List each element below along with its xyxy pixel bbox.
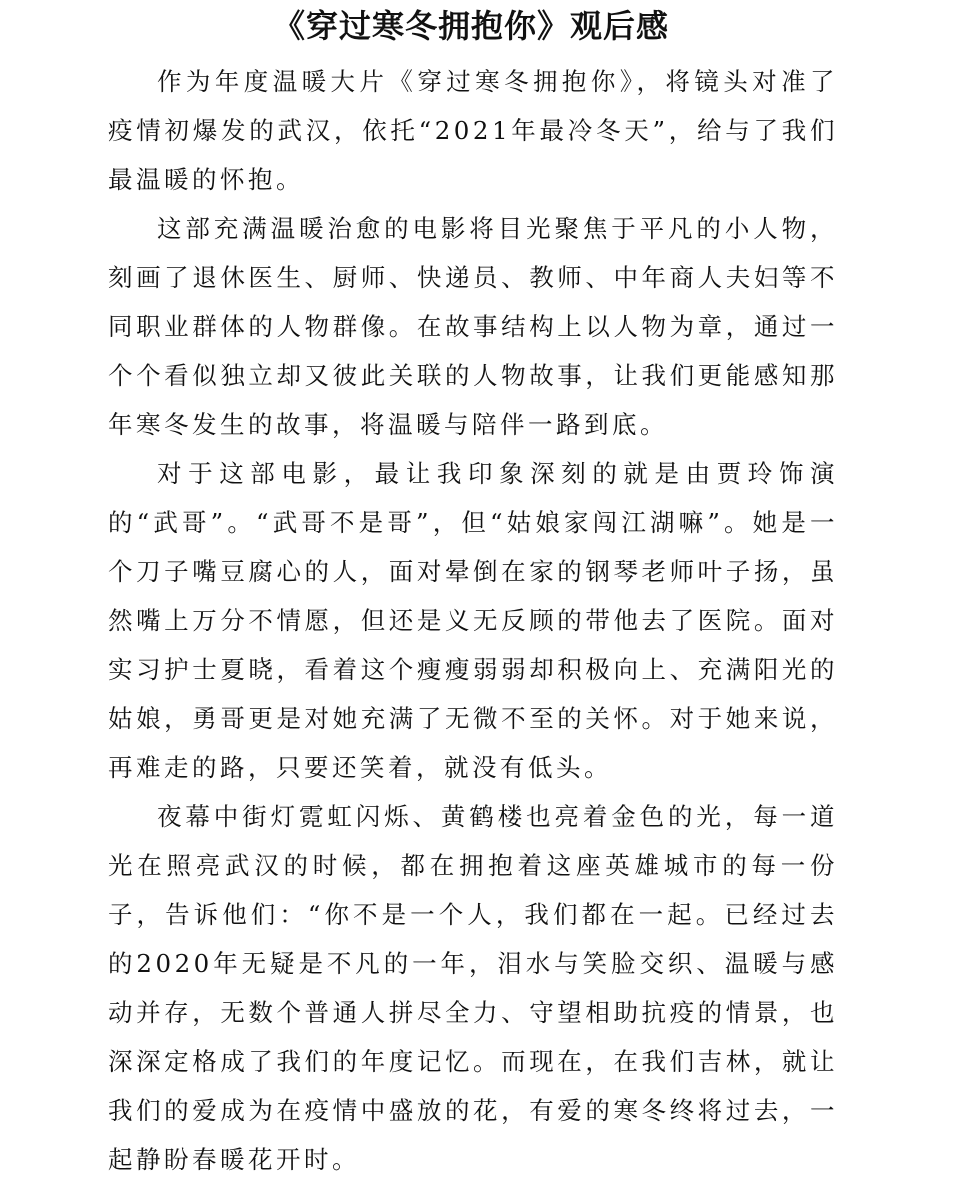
document-page <box>108 0 838 1184</box>
document-title: 《穿过寒冬拥抱你》观后感 <box>272 7 669 45</box>
paragraph-2: 这部充满温暖治愈的电影将目光聚焦于平凡的小人物，刻画了退休医生、厨师、快递员、教师、中年商人夫妇等不同职业群体的人物群像。在故事结构上以人物为章，通过一个个看似独立却又彼此关联的人物故事，让我们更能感知那年寒冬发生的故事，将温暖与陪伴一路到底。 <box>108 214 838 439</box>
paragraph-4: 夜幕中街灯霓虹闪烁、黄鹤楼也亮着金色的光，每一道光在照亮武汉的时候，都在拥抱着这座英雄城市的每一份子，告诉他们：“你不是一个人，我们都在一起。已经过去的2020年无疑是不凡的一年，泪水与笑脸交织、温暖与感动并存，无数个普通人拼尽全力、守望相助抗疫的情景，也深深定格成了我们的年度记忆。而现在，在我们吉林，就让我们的爱成为在疫情中盛放的花，有爱的寒冬终将过去，一起静盼春暖花开时。 <box>108 802 838 1174</box>
paragraph-1: 作为年度温暖大片《穿过寒冬拥抱你》，将镜头对准了疫情初爆发的武汉，依托“2021年最冷冬天”，给与了我们最温暖的怀抱。 <box>108 67 838 194</box>
paragraph-3: 对于这部电影，最让我印象深刻的就是由贾玲饰演的“武哥”。“武哥不是哥”，但“姑娘家闯江湖嘛”。她是一个刀子嘴豆腐心的人，面对晕倒在家的钢琴老师叶子扬，虽然嘴上万分不情愿，但还是义无反顾的带他去了医院。面对实习护士夏晓，看着这个瘦瘦弱弱却积极向上、充满阳光的姑娘，勇哥更是对她充满了无微不至的关怀。对于她来说，再难走的路，只要还笑着，就没有低头。 <box>108 459 838 782</box>
